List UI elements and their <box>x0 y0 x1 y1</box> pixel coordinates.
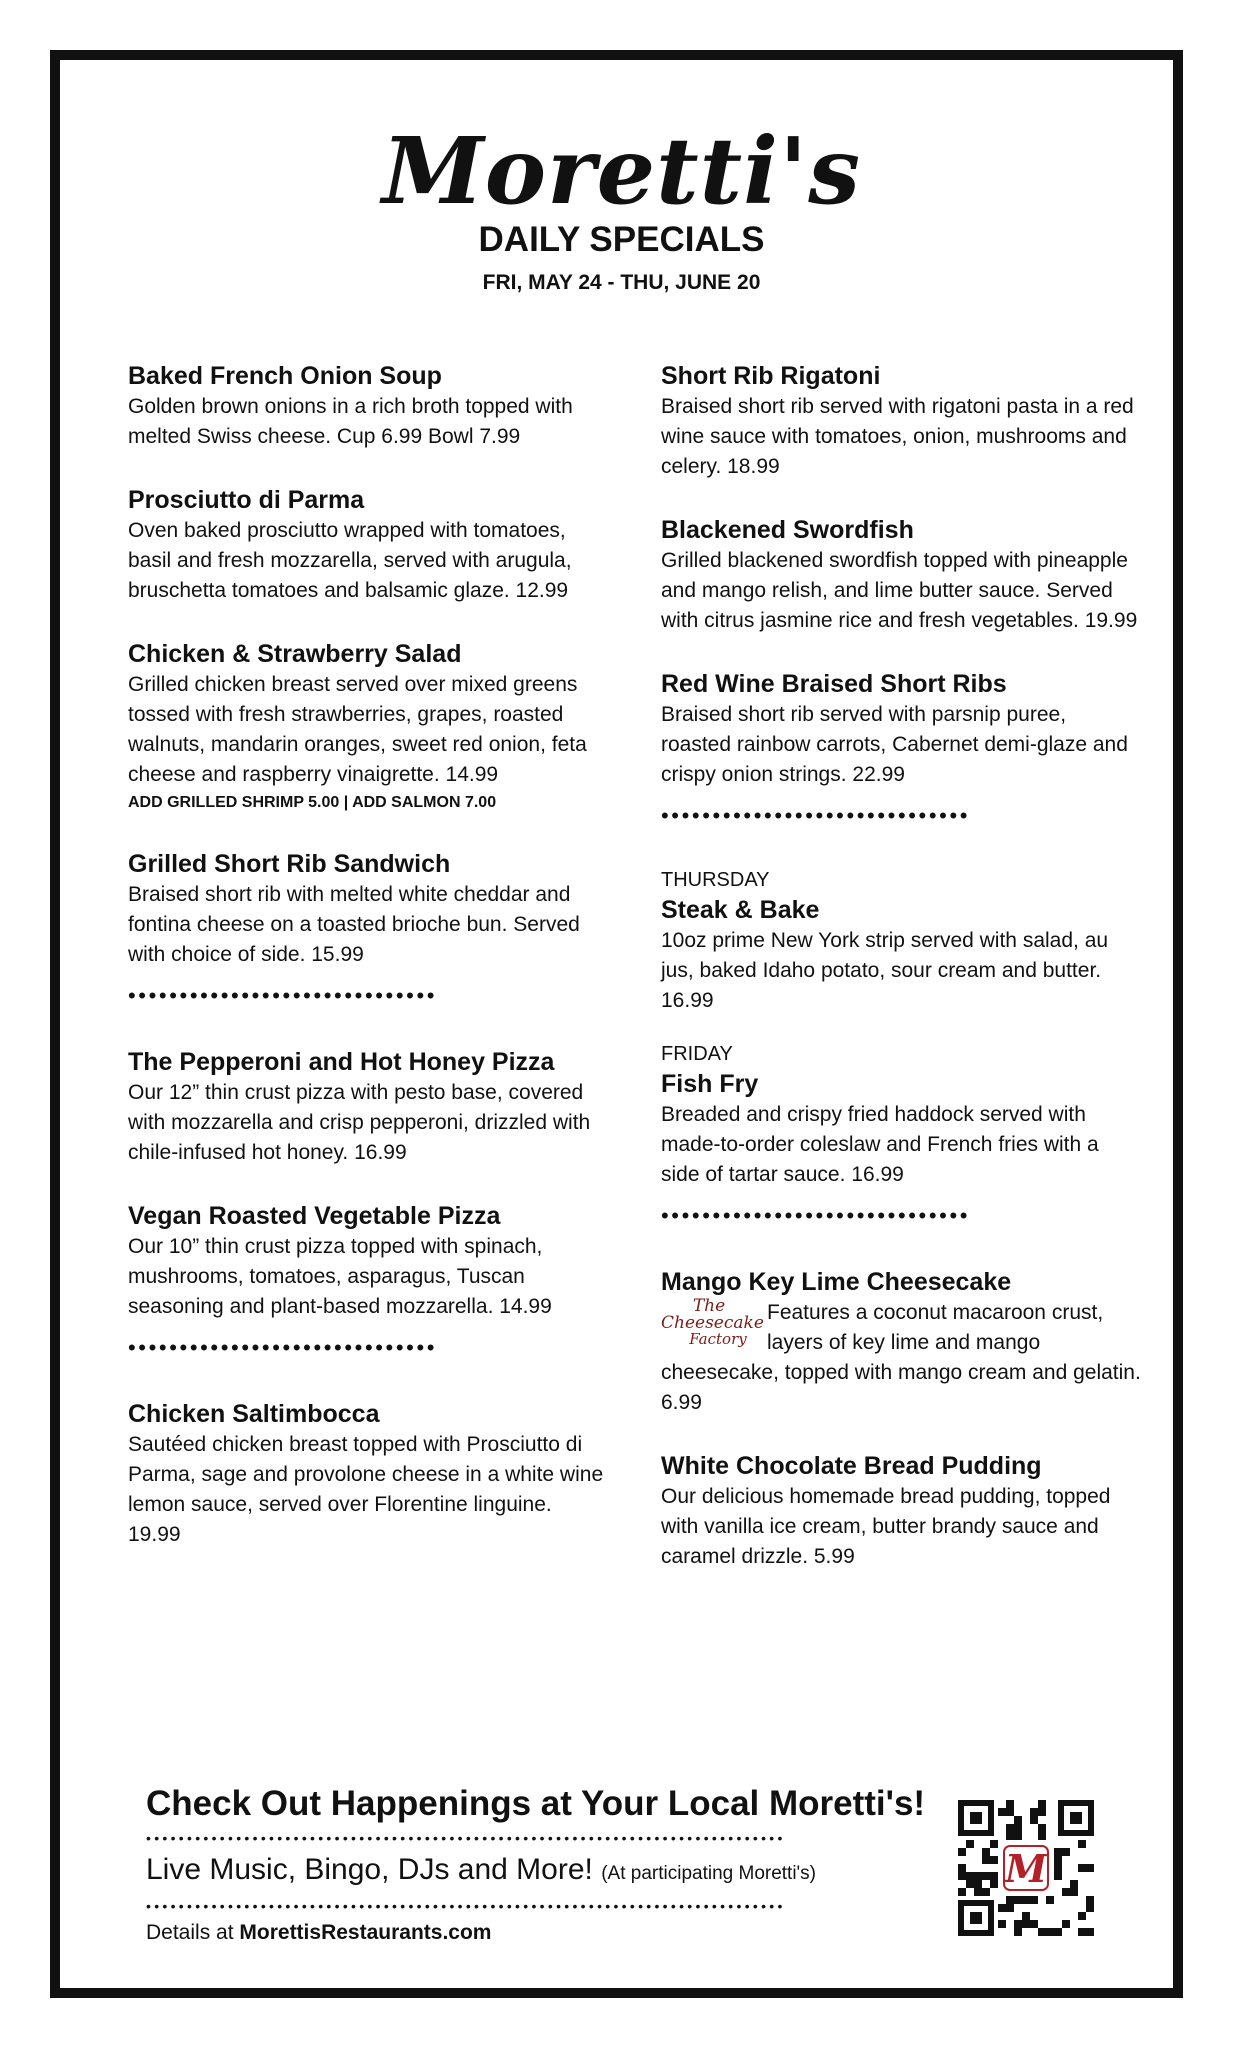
menu-item <box>128 1398 608 1550</box>
menu-item-name: White Chocolate Bread Pudding <box>661 1452 1042 1480</box>
dotted-divider: •••••••••••••••••••••••••••••• <box>661 1206 971 1226</box>
menu-item <box>128 484 608 606</box>
events-text: Live Music, Bingo, DJs and More! <box>146 1853 593 1886</box>
menu-item-description: Sautéed chicken breast topped with Prosciutto di Parma, sage and provolone cheese in a white wine lemon sauce, served over Florentine linguine. 19.99 <box>128 1433 604 1546</box>
menu-item <box>661 360 1141 482</box>
dotted-divider: •••••••••••••••••••••••••••••••••••••••••••••••••••••••••••••••••••••••••••••• <box>146 1832 786 1844</box>
logo-text-top: The Cheesecake <box>661 1295 764 1333</box>
dotted-divider: •••••••••••••••••••••••••••••• <box>128 986 438 1006</box>
menu-item-name: Short Rib Rigatoni <box>661 362 881 390</box>
events-note: (At participating Moretti's) <box>601 1863 817 1884</box>
menu-item-description: Braised short rib served with rigatoni pasta in a red wine sauce with tomatoes, onion, mushrooms and celery. 18.99 <box>661 395 1134 478</box>
menu-item <box>128 848 608 970</box>
events-line <box>146 1850 926 1894</box>
menu-item <box>661 1266 1141 1418</box>
menu-item-name: Mango Key Lime Cheesecake <box>661 1268 1012 1296</box>
footer-promo <box>146 1782 926 1948</box>
menu-item-description: Our 12” thin crust pizza with pesto base, covered with mozzarella and crisp pepperoni, drizzled with chile-infused hot honey. 16.99 <box>128 1081 591 1164</box>
menu-item-description: Features a coconut macaroon crust, layers of key lime and mango cheesecake, topped with mango cream and gelatin. 6.99 <box>661 1301 1141 1414</box>
menu-item-description: Grilled blackened swordfish topped with pineapple and mango relish, and lime butter sauce. Served with citrus jasmine rice and fresh vegetables. 19.99 <box>661 549 1138 632</box>
menu-item-name: Chicken Saltimbocca <box>128 1400 380 1428</box>
menu-item <box>661 514 1141 636</box>
menu-item-name: The Pepperoni and Hot Honey Pizza <box>128 1048 555 1076</box>
menu-item-description: Our delicious homemade bread pudding, topped with vanilla ice cream, butter brandy sauce and caramel drizzle. 5.99 <box>661 1485 1111 1568</box>
menu-item-name: Blackened Swordfish <box>661 516 914 544</box>
website-link[interactable]: MorettisRestaurants.com <box>239 1921 492 1944</box>
menu-item-description: Grilled chicken breast served over mixed greens tossed with fresh strawberries, grapes, roasted walnuts, mandarin oranges, sweet red onion, feta cheese and raspberry vinaigrette. 14.99 <box>128 673 587 786</box>
cheesecake-factory-logo <box>661 1295 764 1348</box>
menu-item-name: Vegan Roasted Vegetable Pizza <box>128 1202 501 1230</box>
menu-item-description: 10oz prime New York strip served with salad, au jus, baked Idaho potato, sour cream and butter. 16.99 <box>661 929 1109 1012</box>
page-title: DAILY SPECIALS <box>478 220 765 259</box>
menu-item-description: Our 10” thin crust pizza topped with spinach, mushrooms, tomatoes, asparagus, Tuscan seasoning and plant-based mozzarella. 14.99 <box>128 1235 552 1318</box>
right-column <box>661 360 1141 1604</box>
menu-item-description: Golden brown onions in a rich broth topped with melted Swiss cheese. Cup 6.99 Bowl 7.99 <box>128 395 573 448</box>
daily-special <box>661 1040 1141 1190</box>
menu-item-name: Prosciutto di Parma <box>128 486 365 514</box>
left-column <box>128 360 608 1582</box>
day-label: FRIDAY <box>661 1043 733 1065</box>
day-label: THURSDAY <box>661 869 770 891</box>
dotted-divider: •••••••••••••••••••••••••••••••••••••••••••••••••••••••••••••••••••••••••••••• <box>146 1900 786 1912</box>
menu-item <box>128 360 608 452</box>
menu-item-name: Chicken & Strawberry Salad <box>128 640 462 668</box>
menu-item-description: Braised short rib served with parsnip puree, roasted rainbow carrots, Cabernet demi-glaze and crispy onion strings. 22.99 <box>661 703 1128 786</box>
qr-code[interactable] <box>958 1800 1094 1936</box>
footer-title: Check Out Happenings at Your Local Moretti's! <box>146 1784 926 1823</box>
daily-special <box>661 866 1141 1016</box>
menu-item-name: Baked French Onion Soup <box>128 362 442 390</box>
menu-item <box>128 638 608 816</box>
dotted-divider: •••••••••••••••••••••••••••••• <box>128 1338 438 1358</box>
menu-item-name: Steak & Bake <box>661 896 820 924</box>
menu-item-name: Red Wine Braised Short Ribs <box>661 670 1007 698</box>
menu-item-addon-note: ADD GRILLED SHRIMP 5.00 | ADD SALMON 7.00 <box>128 794 497 811</box>
dotted-divider: •••••••••••••••••••••••••••••• <box>661 806 971 826</box>
details-line <box>146 1918 926 1948</box>
menu-item-description: Braised short rib with melted white cheddar and fontina cheese on a toasted brioche bun. Served with choice of side. 15.99 <box>128 883 580 966</box>
date-range: FRI, MAY 24 - THU, JUNE 20 <box>482 271 761 294</box>
logo-text-bottom: Factory <box>689 1329 747 1348</box>
menu-item <box>661 668 1141 790</box>
menu-item <box>661 1450 1141 1572</box>
menu-item-description: Breaded and crispy fried haddock served with made-to-order coleslaw and French fries with a side of tartar sauce. 16.99 <box>661 1103 1099 1186</box>
morettis-logo: Moretti's <box>381 117 862 225</box>
menu-item <box>128 1200 608 1322</box>
menu-item-description: Oven baked prosciutto wrapped with tomatoes, basil and fresh mozzarella, served with arugula, bruschetta tomatoes and balsamic glaze. 12.99 <box>128 519 572 602</box>
menu-item <box>128 1046 608 1168</box>
qr-center-logo: M <box>1004 1846 1048 1891</box>
menu-item-name: Fish Fry <box>661 1070 759 1098</box>
menu-item-name: Grilled Short Rib Sandwich <box>128 850 451 878</box>
details-prefix: Details at <box>146 1921 234 1944</box>
